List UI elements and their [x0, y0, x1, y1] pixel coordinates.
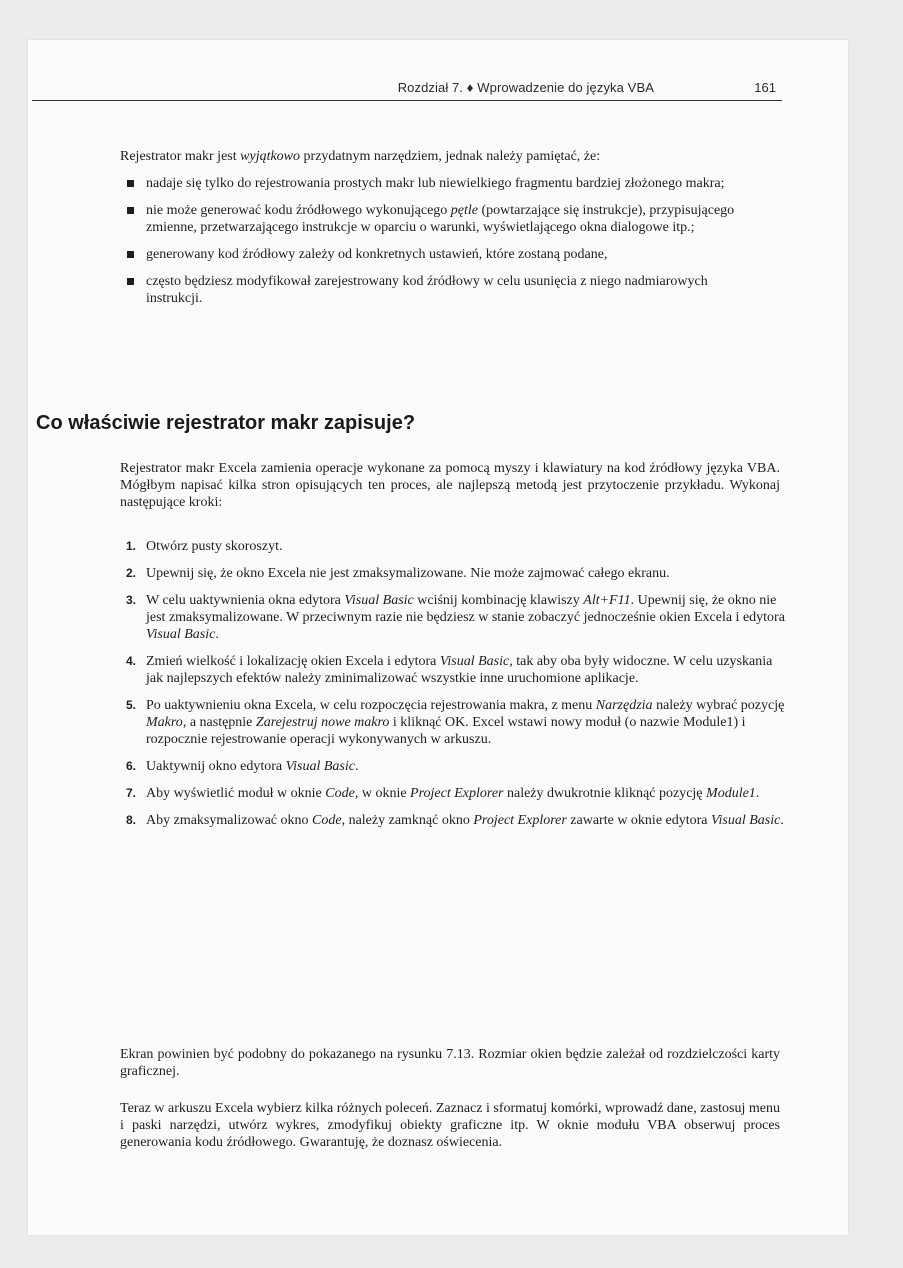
closing-block-1 [120, 1046, 780, 1080]
closing-block-2 [120, 1100, 780, 1151]
bullet-item: nadaje się tylko do rejestrowania prostych makr lub niewielkiego fragmentu bardziej złożonego makra; [120, 175, 746, 192]
step-item: 2. Upewnij się, że okno Excela nie jest zmaksymalizowane. Nie może zajmować całego ekranu. [126, 566, 670, 581]
step-item: 6. Uaktywnij okno edytora Visual Basic. [126, 759, 359, 774]
step-item: 7. Aby wyświetlić moduł w oknie Code, w oknie Project Explorer należy dwukrotnie kliknąć pozycję Module1. [126, 786, 760, 801]
steps-block [120, 538, 785, 839]
bullet-list [120, 175, 780, 307]
bullet-list-block [120, 175, 780, 317]
bullet-square-icon [127, 278, 134, 285]
step-item: 5. Po uaktywnieniu okna Excela, w celu rozpoczęcia rejestrowania makra, z menu Narzędzia należy wybrać pozycję Makro, a następnie Zarejestruj nowe makro i kliknąć OK. Excel wstawi nowy moduł (o nazwie Module1) i rozpocznie rejestrowanie operacji wykonywanych w arkuszu. [126, 698, 785, 747]
bullet-item: nie może generować kodu źródłowego wykonującego pętle (powtarzające się instrukcje), przypisującego zmienne, przetwarzającego instrukcje w oparciu o warunki, wyświetlającego okna dialogowe itp.; [120, 202, 746, 236]
step-item: 8. Aby zmaksymalizować okno Code, należy zamknąć okno Project Explorer zawarte w oknie edytora Visual Basic. [126, 813, 784, 828]
step-item: 3. W celu uaktywnienia okna edytora Visual Basic wciśnij kombinację klawiszy Alt+F11. Upewnij się, że okno nie jest zmaksymalizowane. W przeciwnym razie nie będziesz w stanie zobaczyć jednocześnie okien Excela i edytora Visual Basic. [126, 593, 785, 642]
bullet-item: generowany kod źródłowy zależy od konkretnych ustawień, które zostaną podane, [120, 246, 746, 263]
closing-paragraph-1: Ekran powinien być podobny do pokazanego na rysunku 7.13. Rozmiar okien będzie zależał od rozdzielczości karty graficznej. [120, 1047, 780, 1079]
section-heading: Co właściwie rejestrator makr zapisuje? [36, 412, 416, 434]
intro-paragraph: Rejestrator makr jest wyjątkowo przydatnym narzędziem, jednak należy pamiętać, że: [120, 149, 601, 164]
section-intro-block [120, 460, 780, 511]
chapter-title: Rozdział 7. ♦ Wprowadzenie do języka VBA [397, 80, 654, 95]
intro-block [120, 148, 780, 165]
step-item: 1. Otwórz pusty skoroszyt. [126, 539, 283, 554]
page-number: 161 [754, 80, 776, 95]
bullet-square-icon [127, 207, 134, 214]
steps-list [120, 538, 785, 829]
bullet-square-icon [127, 180, 134, 187]
bullet-square-icon [127, 251, 134, 258]
section-intro-paragraph: Rejestrator makr Excela zamienia operacje wykonane za pomocą myszy i klawiatury na kod źródłowy języka VBA. Mógłbym napisać kilka stron opisujących ten proces, ale najlepszą metodą jest przytoczenie przykładu. Wykonaj następujące kroki: [120, 461, 780, 510]
closing-paragraph-2: Teraz w arkuszu Excela wybierz kilka różnych poleceń. Zaznacz i sformatuj komórki, wprowadź dane, zastosuj menu i paski narzędzi, utwórz wykres, zmodyfikuj obiekty graficzne itp. W oknie modułu VBA obserwuj proces generowania kodu źródłowego. Gwarantuję, że doznasz oświecenia. [120, 1101, 780, 1150]
step-item: 4. Zmień wielkość i lokalizację okien Excela i edytora Visual Basic, tak aby oba były widoczne. W celu uzyskania jak najlepszych efektów należy zminimalizować wszystkie inne uruchomione aplikacje. [126, 654, 773, 686]
running-head [32, 78, 782, 101]
bullet-item: często będziesz modyfikował zarejestrowany kod źródłowy w celu usunięcia z niego nadmiarowych instrukcji. [120, 273, 746, 307]
